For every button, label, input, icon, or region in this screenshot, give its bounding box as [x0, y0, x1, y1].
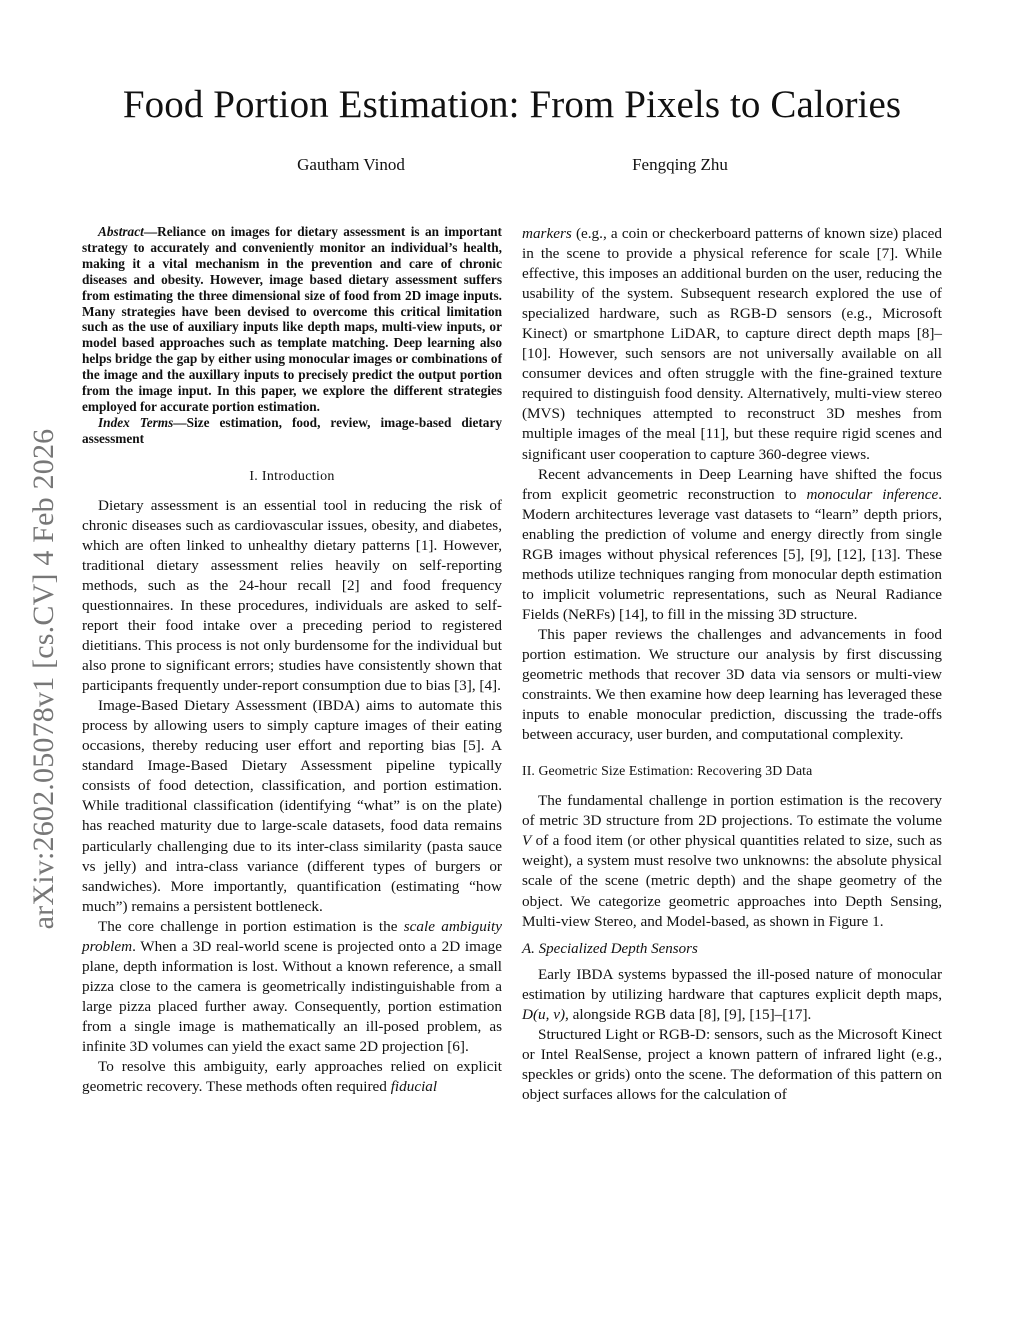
left-column — [82, 224, 502, 1097]
abstract-text: —Reliance on images for dietary assessment is an important strategy to accurately and conveniently monitor an individual’s health, making it a vital mechanism in the prevention and care of chronic diseases and obesity. However, image based dietary assessment suffers from estimating the three dimensional size of food from 2D image inputs. Many strategies have been devised to overcome this critical limitation such as the use of auxiliary inputs like depth maps, multi-view inputs, or model based approaches such as template matching. Deep learning also helps bridge the gap by either using monocular images or combinations of the image and the auxillary inputs to precisely predict the output portion from the image input. In this paper, we explore the different strategies employed for accurate portion estimation. — [82, 224, 502, 414]
intro-paragraph-2: Image-Based Dietary Assessment (IBDA) aims to automate this process by allowing users to simply capture images of their eating occasions, thereby reducing user effort and reporting bias [5]. A standard Image-Based Dietary Assessment pipeline typically consists of food detection, classification, and portion estimation. While traditional classification (identifying “what” is on the plate) has reached maturity due to large-scale datasets, food data remains particularly challenging due to its inter-class similarity (pasta sauce vs jelly) and intra-class variance (different types of burgers or sandwiches). More importantly, quantification (estimating “how much”) remains a persistent bottleneck. — [82, 697, 502, 915]
right-paragraph-1: markers (e.g., a coin or checkerboard patterns of known size) placed in the scene to provide a physical reference for scale [7]. While effective, this imposes an additional burden on the user, reducing the usability of the system. Subsequent research explored the use of specialized hardware, such as RGB-D sensors (e.g., Microsoft Kinect) or smartphone LiDAR, to capture direct depth maps [8]–[10]. However, such sensors are not universally available on all consumer devices and often struggle with the fine-grained texture required to distinguish food density. Alternatively, multi-view stereo (MVS) techniques attempted to reconstruct 3D meshes from multiple images of the meal [11], but these require rigid scenes and significant user cooperation to capture 360-degree views. — [522, 225, 942, 463]
section-2-heading: II. Geometric Size Estimation: Recovering 3D Data — [522, 763, 813, 779]
right-paragraph-2: Recent advancements in Deep Learning have shifted the focus from explicit geometric reconstruction to monocular inference. Modern architectures leverage vast datasets to “learn” depth priors, enabling the prediction of volume and energy directly from single RGB images without physical references [5], [9], [12], [13]. These methods utilize techniques ranging from monocular depth estimation to implicit volumetric representations, such as Neural Radiance Fields (NeRFs) [14], to fill in the missing 3D structure. — [522, 465, 943, 623]
index-terms-text: —Size estimation, food, review, image-based dietary assessment — [82, 414, 502, 446]
subsection-a-heading: A. Specialized Depth Sensors — [522, 940, 698, 957]
section-1-heading: I. Introduction — [249, 468, 335, 484]
abstract — [82, 224, 502, 447]
intro-paragraph-4: To resolve this ambiguity, early approaches relied on explicit geometric recovery. These methods often required fiducial — [82, 1058, 502, 1096]
right-column — [522, 224, 942, 1105]
section-2-paragraph-1: The fundamental challenge in portion estimation is the recovery of metric 3D structure from 2D projections. To estimate the volume V of a food item (or other physical quantities related to size, such as weight), a system must resolve two unknowns: the absolute physical scale of the scene (metric depth) and the shape geometry of the object. We categorize geometric approaches into Depth Sensing, Multi-view Stereo, and Model-based, as shown in Figure 1. — [522, 792, 942, 930]
author-1: Gautham Vinod — [297, 155, 405, 174]
paper-title: Food Portion Estimation: From Pixels to Calories — [122, 83, 902, 126]
abstract-label: Abstract — [98, 224, 144, 239]
intro-paragraph-1: Dietary assessment is an essential tool in reducing the risk of chronic diseases such as cardiovascular issues, obesity, and diabetes, which are often linked to unhealthy dietary patterns [1]. However, traditional dietary assessment relies heavily on self-reporting methods, such as the 24-hour recall [2] and food frequency questionnaires. In these procedures, individuals are asked to self-report their food intake over a preceding period to registered dietitians. This process is not only burdensome for the individual but also prone to significant errors; studies have consistently shown that participants frequently under-report consumption due to bias [3], [4]. — [82, 496, 502, 695]
index-terms-label: Index Terms — [98, 414, 174, 430]
subsection-a-paragraph-2: Structured Light or RGB-D: sensors, such as the Microsoft Kinect or Intel RealSense, project a known pattern of infrared light (e.g., speckles or grids) onto the scene. The deformation of this pattern on object surfaces allows for the calculation of — [522, 1025, 942, 1103]
author-2: Fengqing Zhu — [632, 155, 728, 174]
arxiv-identifier: arXiv:2602.05078v1 [cs.CV] 4 Feb 2026 — [27, 428, 60, 930]
right-paragraph-3: This paper reviews the challenges and advancements in food portion estimation. We structure our analysis by first discussing geometric methods that recover 3D data via sensors or multi-view constraints. We then examine how deep learning has leveraged these inputs to enable monocular prediction, discussing the trade-offs between accuracy, user burden, and computational complexity. — [522, 625, 942, 744]
subsection-a-paragraph-1: Early IBDA systems bypassed the ill-posed nature of monocular estimation by utilizing hardware that captures explicit depth maps, D(u, v), alongside RGB data [8], [9], [15]–[17]. — [522, 965, 942, 1023]
intro-paragraph-3: The core challenge in portion estimation is the scale ambiguity problem. When a 3D real-world scene is projected onto a 2D image plane, depth information is lost. Without a known reference, a small pizza close to the camera is geometrically indistinguishable from a large pizza placed further away. Consequently, portion estimation from a single image is mathematically an ill-posed problem, as infinite 3D volumes can yield the exact same 2D projection [6]. — [82, 917, 502, 1055]
